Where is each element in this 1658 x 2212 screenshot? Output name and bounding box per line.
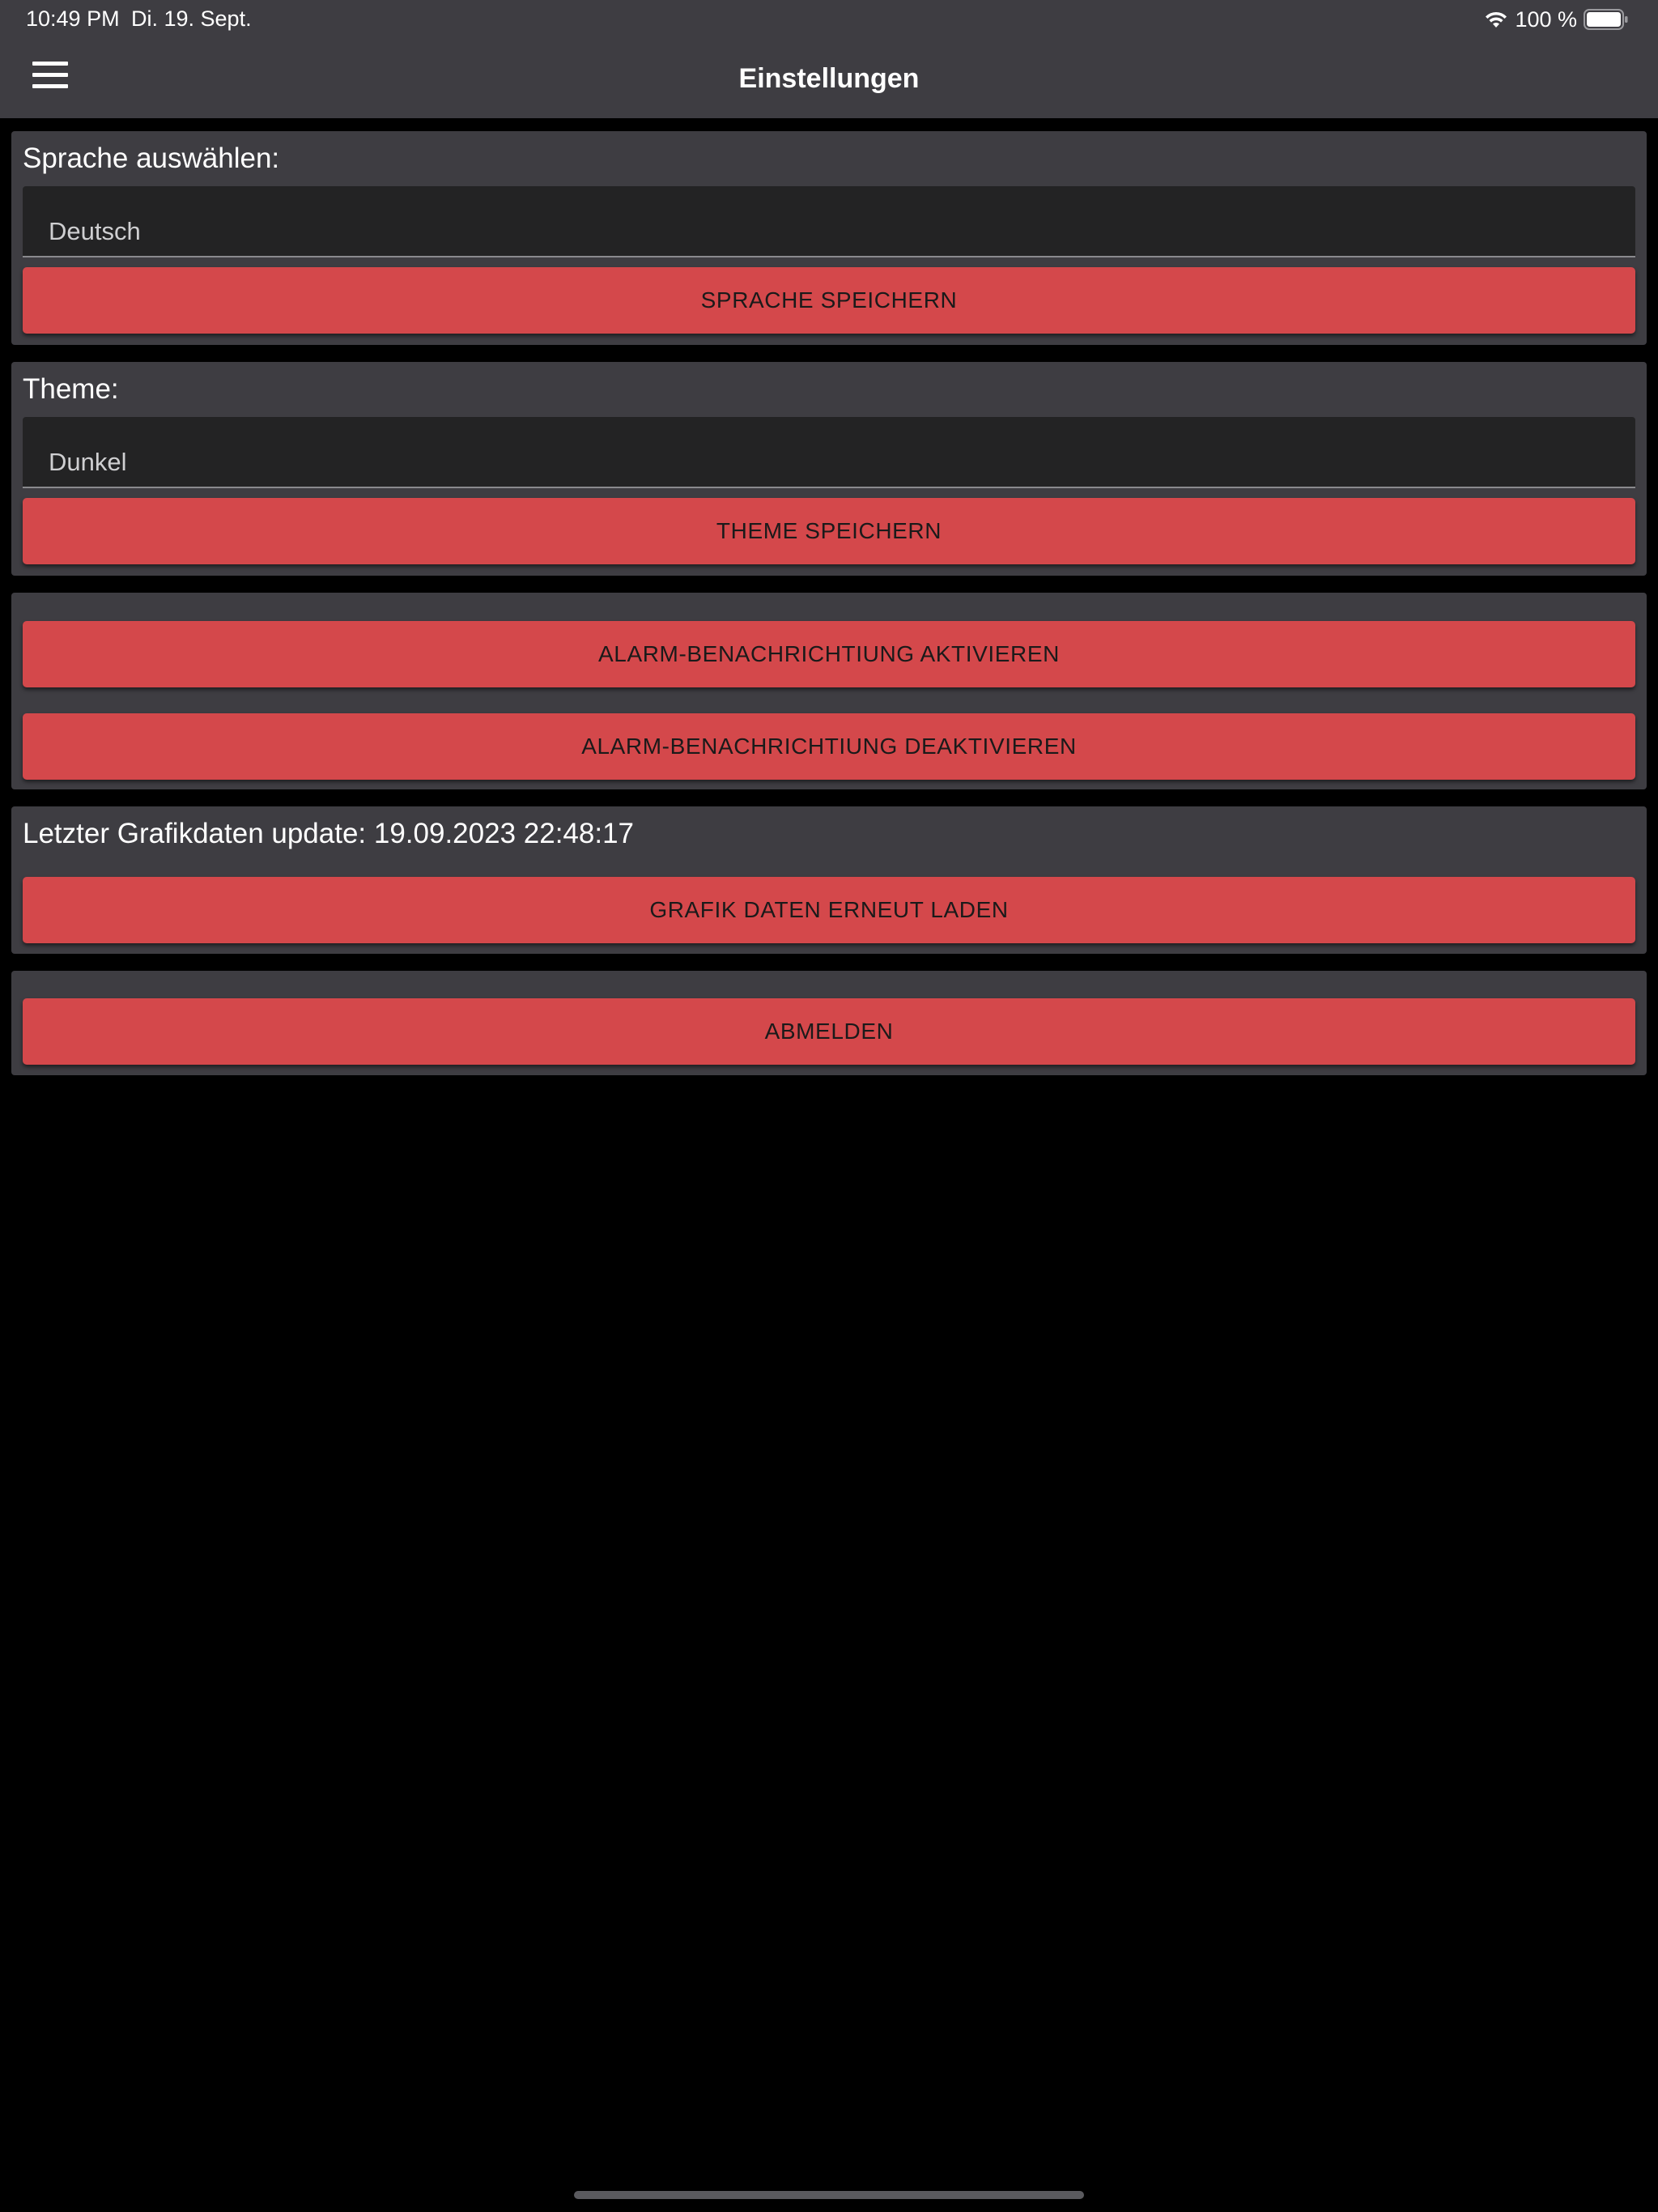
- page-title: Einstellungen: [738, 63, 920, 94]
- language-select[interactable]: [23, 186, 1635, 257]
- status-indicators: [1484, 6, 1629, 32]
- status-date: Di. 19. Sept.: [131, 6, 252, 31]
- logout-button[interactable]: ABMELDEN: [23, 998, 1635, 1065]
- alarm-card: [11, 593, 1647, 789]
- activate-alarm-button[interactable]: ALARM-BENACHRICHTIUNG AKTIVIEREN: [23, 621, 1635, 687]
- wifi-icon: [1484, 10, 1508, 29]
- reload-graphics-button[interactable]: GRAFIK DATEN ERNEUT LADEN: [23, 877, 1635, 943]
- language-label: Sprache auswählen:: [23, 143, 280, 174]
- status-bar: [0, 0, 1658, 39]
- save-theme-button[interactable]: THEME SPEICHERN: [23, 498, 1635, 564]
- header-bar: [0, 39, 1658, 118]
- status-time: 10:49 PM: [26, 6, 120, 31]
- home-indicator: [574, 2191, 1084, 2199]
- theme-select[interactable]: [23, 417, 1635, 488]
- last-update-text: Letzter Grafikdaten update: 19.09.2023 22:48:17: [23, 818, 635, 849]
- theme-label: Theme:: [23, 373, 119, 405]
- language-selected-value: Deutsch: [49, 217, 141, 245]
- save-language-button[interactable]: SPRACHE SPEICHERN: [23, 267, 1635, 334]
- account-card: [11, 971, 1647, 1075]
- deactivate-alarm-button[interactable]: ALARM-BENACHRICHTIUNG DEAKTIVIEREN: [23, 713, 1635, 780]
- battery-percentage: 100 %: [1515, 6, 1577, 32]
- graphics-card: [11, 806, 1647, 954]
- theme-card: [11, 362, 1647, 576]
- theme-selected-value: Dunkel: [49, 448, 127, 476]
- battery-icon: [1584, 9, 1629, 30]
- language-card: [11, 131, 1647, 345]
